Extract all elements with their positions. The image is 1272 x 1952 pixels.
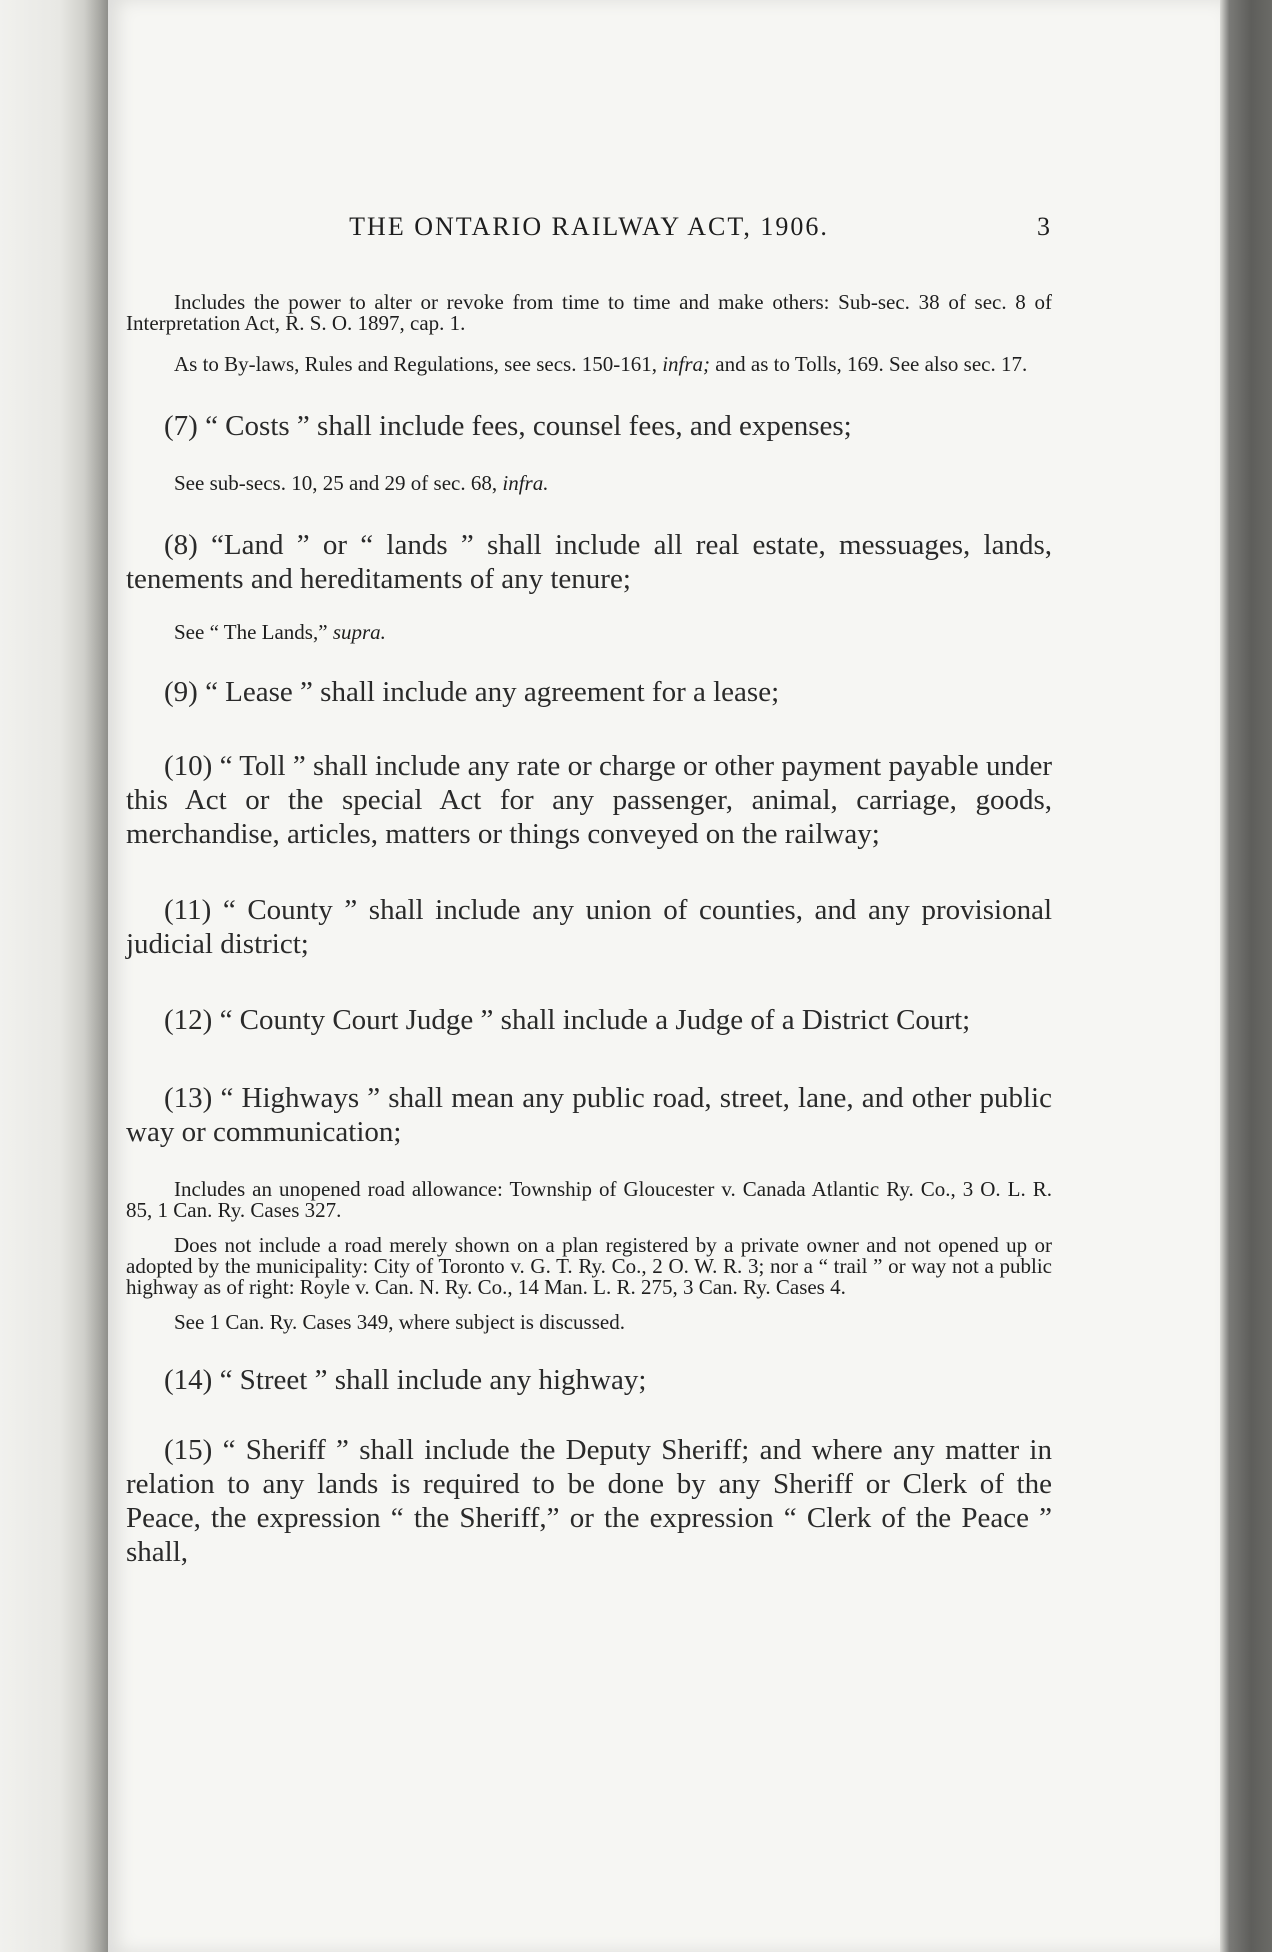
clause-highways: (13) “ Highways ” shall mean any public road, street, lane, and other public way or communication; <box>126 1082 1052 1148</box>
clause-land: (8) “Land ” or “ lands ” shall include all real estate, messuages, lands, tenements and hereditaments of any tenure; <box>126 529 1052 595</box>
clause-lease: (9) “ Lease ” shall include any agreement for a lease; <box>164 676 780 708</box>
note-costs: See sub-secs. 10, 25 and 29 of sec. 68, infra. <box>174 471 549 495</box>
running-header <box>126 212 1052 252</box>
clause-costs: (7) “ Costs ” shall include fees, counsel fees, and expenses; <box>164 410 852 442</box>
clause-sheriff: (15) “ Sheriff ” shall include the Deputy Sheriff; and where any matter in relation to any lands is required to be done by any Sheriff or Clerk of the Peace, the expression “ the Sheriff,” or the expression “ Clerk of the Peace ” shall, <box>126 1434 1052 1568</box>
note-subject-discussed: See 1 Can. Ry. Cases 349, where subject is discussed. <box>174 1310 625 1334</box>
note-power-to-alter: Includes the power to alter or revoke from time to time and make others: Sub-sec. 38 of sec. 8 of Interpretation Act, R. S. O. 1897, cap. 1. <box>126 290 1052 335</box>
clause-street: (14) “ Street ” shall include any highway; <box>164 1364 647 1396</box>
clause-county: (11) “ County ” shall include any union of counties, and any provisional judicial district; <box>126 894 1052 960</box>
note-lands: See “ The Lands,” supra. <box>174 620 386 644</box>
running-title: THE ONTARIO RAILWAY ACT, 1906. <box>349 212 829 241</box>
page-content <box>126 212 1052 1569</box>
book-gutter <box>0 0 108 1952</box>
clause-toll: (10) “ Toll ” shall include any rate or charge or other payment payable under this Act or the special Act for any passenger, animal, carriage, goods, merchandise, articles, matters or things conveyed on the railway; <box>126 750 1052 850</box>
note-road-not-included: Does not include a road merely shown on a plan registered by a private owner and not opened up or adopted by the municipality: City of Toronto v. G. T. Ry. Co., 2 O. W. R. 3; nor a “ trail ” or way not a public highway as of right: Royle v. Can. N. Ry. Co., 14 Man. L. R. 275, 3 Can. Ry. Cases 4. <box>126 1233 1052 1299</box>
page-number: 3 <box>1037 212 1052 241</box>
page-edge-shadow <box>1220 0 1272 1952</box>
note-bylaws: As to By-laws, Rules and Regulations, see secs. 150-161, infra; and as to Tolls, 169. See also sec. 17. <box>174 352 1028 376</box>
clause-county-court-judge: (12) “ County Court Judge ” shall include a Judge of a District Court; <box>164 1004 971 1036</box>
note-unopened-road: Includes an unopened road allowance: Township of Gloucester v. Canada Atlantic Ry. Co., 3 O. L. R. 85, 1 Can. Ry. Cases 327. <box>126 1177 1052 1222</box>
